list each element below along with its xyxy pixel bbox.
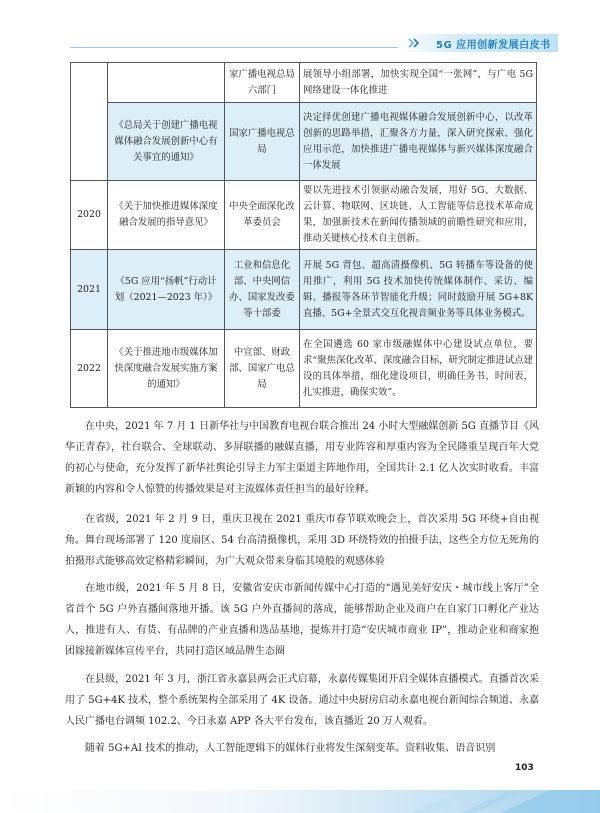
chevron-right-icon <box>408 38 420 48</box>
issuer-cell: 国家广播电视总局 <box>225 103 300 181</box>
footer-stripes <box>350 790 600 813</box>
table-row <box>71 103 537 181</box>
document-cell <box>108 63 225 103</box>
table-row <box>71 181 537 250</box>
document-cell: 《关于推进地市级媒体加快深度融合发展实施方案的通知》 <box>108 330 225 408</box>
issuer-cell: 家广播电视总局六部门 <box>225 63 300 103</box>
document-cell: 《关于加快推进媒体深度融合发展的指导意见》 <box>108 181 225 250</box>
paragraph-municipal: 在地市级，2021 年 5 月 8 日，安徽省安庆市新闻传媒中心打造的“遇见美好安庆・城市线上客厅”全省首个 5G 户外直播间落地开播。该 5G 户外直播间的落成，能够帮助企业及商户在自家门口孵化产业达人，推进有人、有货、有品牌的产业直播和选品基地，提炼并打造“安庆城市商业 IP”，推动企业和商家抱团嫁接新媒体宣传平台，共同打造区域品牌生态圈 <box>65 583 539 657</box>
page-number: 103 <box>515 763 534 773</box>
paragraph-provincial: 在省级，2021 年 2 月 9 日，重庆卫视在 2021 重庆市春节联欢晚会上，首次采用 5G 环绕+自由视角。舞台现场部署了 120 度扇区、54 台高清摄像机，采用 3D 环绕特效的拍摄手法，这些全方位无死角的拍摄形式能够高效定格精彩瞬间，为广大观众带来身临其境般的观感体验 <box>65 514 539 567</box>
document-cell: 《总局关于创建广播电视媒体融合发展创新中心有关事宜的通知》 <box>108 103 225 181</box>
paragraph-central: 在中央，2021 年 7 月 1 日新华社与中国教育电视台联合推出 24 小时大型融媒创新 5G 直播节目《风华正青春》，社台联合、全球联动、多屏联播的融媒直播，用专业阵容和厚重内容为全民隆重呈现百年大党的初心与使命，充分发挥了新华社舆论引导主力军主渠道主阵地作用，全国共计 2.1 亿人次实时收看。丰富新颖的内容和令人惊赞的传播效果是对主流媒体责任担当的最好诠释。 <box>65 421 539 495</box>
description-cell: 决定择优创建广播电视媒体融合发展创新中心，以改革创新的思路举措，汇聚各方力量，深入研究探索、强化应用示范，加快推进广播电视媒体与新兴媒体深度融合一体发展 <box>300 103 537 181</box>
paragraph-ai: 随着 5G+AI 技术的推动，人工智能逻辑下的媒体行业将发生深刻变革。资料收集、语音识别 <box>85 743 496 754</box>
description-cell: 在全国遴选 60 家市级融媒体中心建设试点单位，要求“聚焦深化改革、深度融合目标，研究制定推进试点建设的具体举措，细化建设项目，明确任务书、时间表，扎实推进，确保实效”。 <box>300 330 537 408</box>
table-row <box>71 330 537 408</box>
document-cell: 《5G 应用“扬帆”行动计划（2021—2023 年）》 <box>108 250 225 330</box>
description-cell: 要以先进技术引领驱动融合发展，用好 5G、大数据、云计算、物联网、区块链、人工智能等信息技术革命成果，加强新技术在新闻传播领域的前瞻性研究和应用，推动关键核心技术自主创新。 <box>300 181 537 250</box>
issuer-cell: 中央全面深化改革委员会 <box>225 181 300 250</box>
issuer-cell: 工业和信息化部、中央网信办、国家发改委等十部委 <box>225 250 300 330</box>
year-cell: 2021 <box>71 250 108 330</box>
issuer-cell: 中宣部、财政部、国家广电总局 <box>225 330 300 408</box>
year-cell: 2022 <box>71 330 108 408</box>
paragraph-county: 在县级，2021 年 3 月，浙江省永嘉县两会正式启幕，永嘉传媒集团开启全媒体直播模式。直播首次采用了 5G+4K 技术，整个系统架构全部采用了 4K 设备。通过中央厨房启动永嘉电视台新闻综合频道、永嘉人民广播电台调频 102.2、今日永嘉 APP 各大平台发布，该直播近 20 万人观看。 <box>65 674 539 727</box>
year-cell <box>71 63 108 181</box>
table-row <box>71 250 537 330</box>
policy-table <box>70 62 537 408</box>
description-cell: 展领导小组部署，加快实现全国“一张网”，与广电 5G 网络建设一体化推进 <box>300 63 537 103</box>
header-title: 5G 应用创新发展白皮书 <box>436 40 551 51</box>
year-cell: 2020 <box>71 181 108 250</box>
table-row <box>71 63 537 103</box>
description-cell: 开展 5G 背包、超高清摄像机、5G 转播车等设备的使用推广，利用 5G 技术加快传统媒体制作、采访、编辑、播报等各环节智能化升级；同时鼓励开展 5G+8K 直播、5G+全景式交互化视音频业务等具体业务模式。 <box>300 250 537 330</box>
